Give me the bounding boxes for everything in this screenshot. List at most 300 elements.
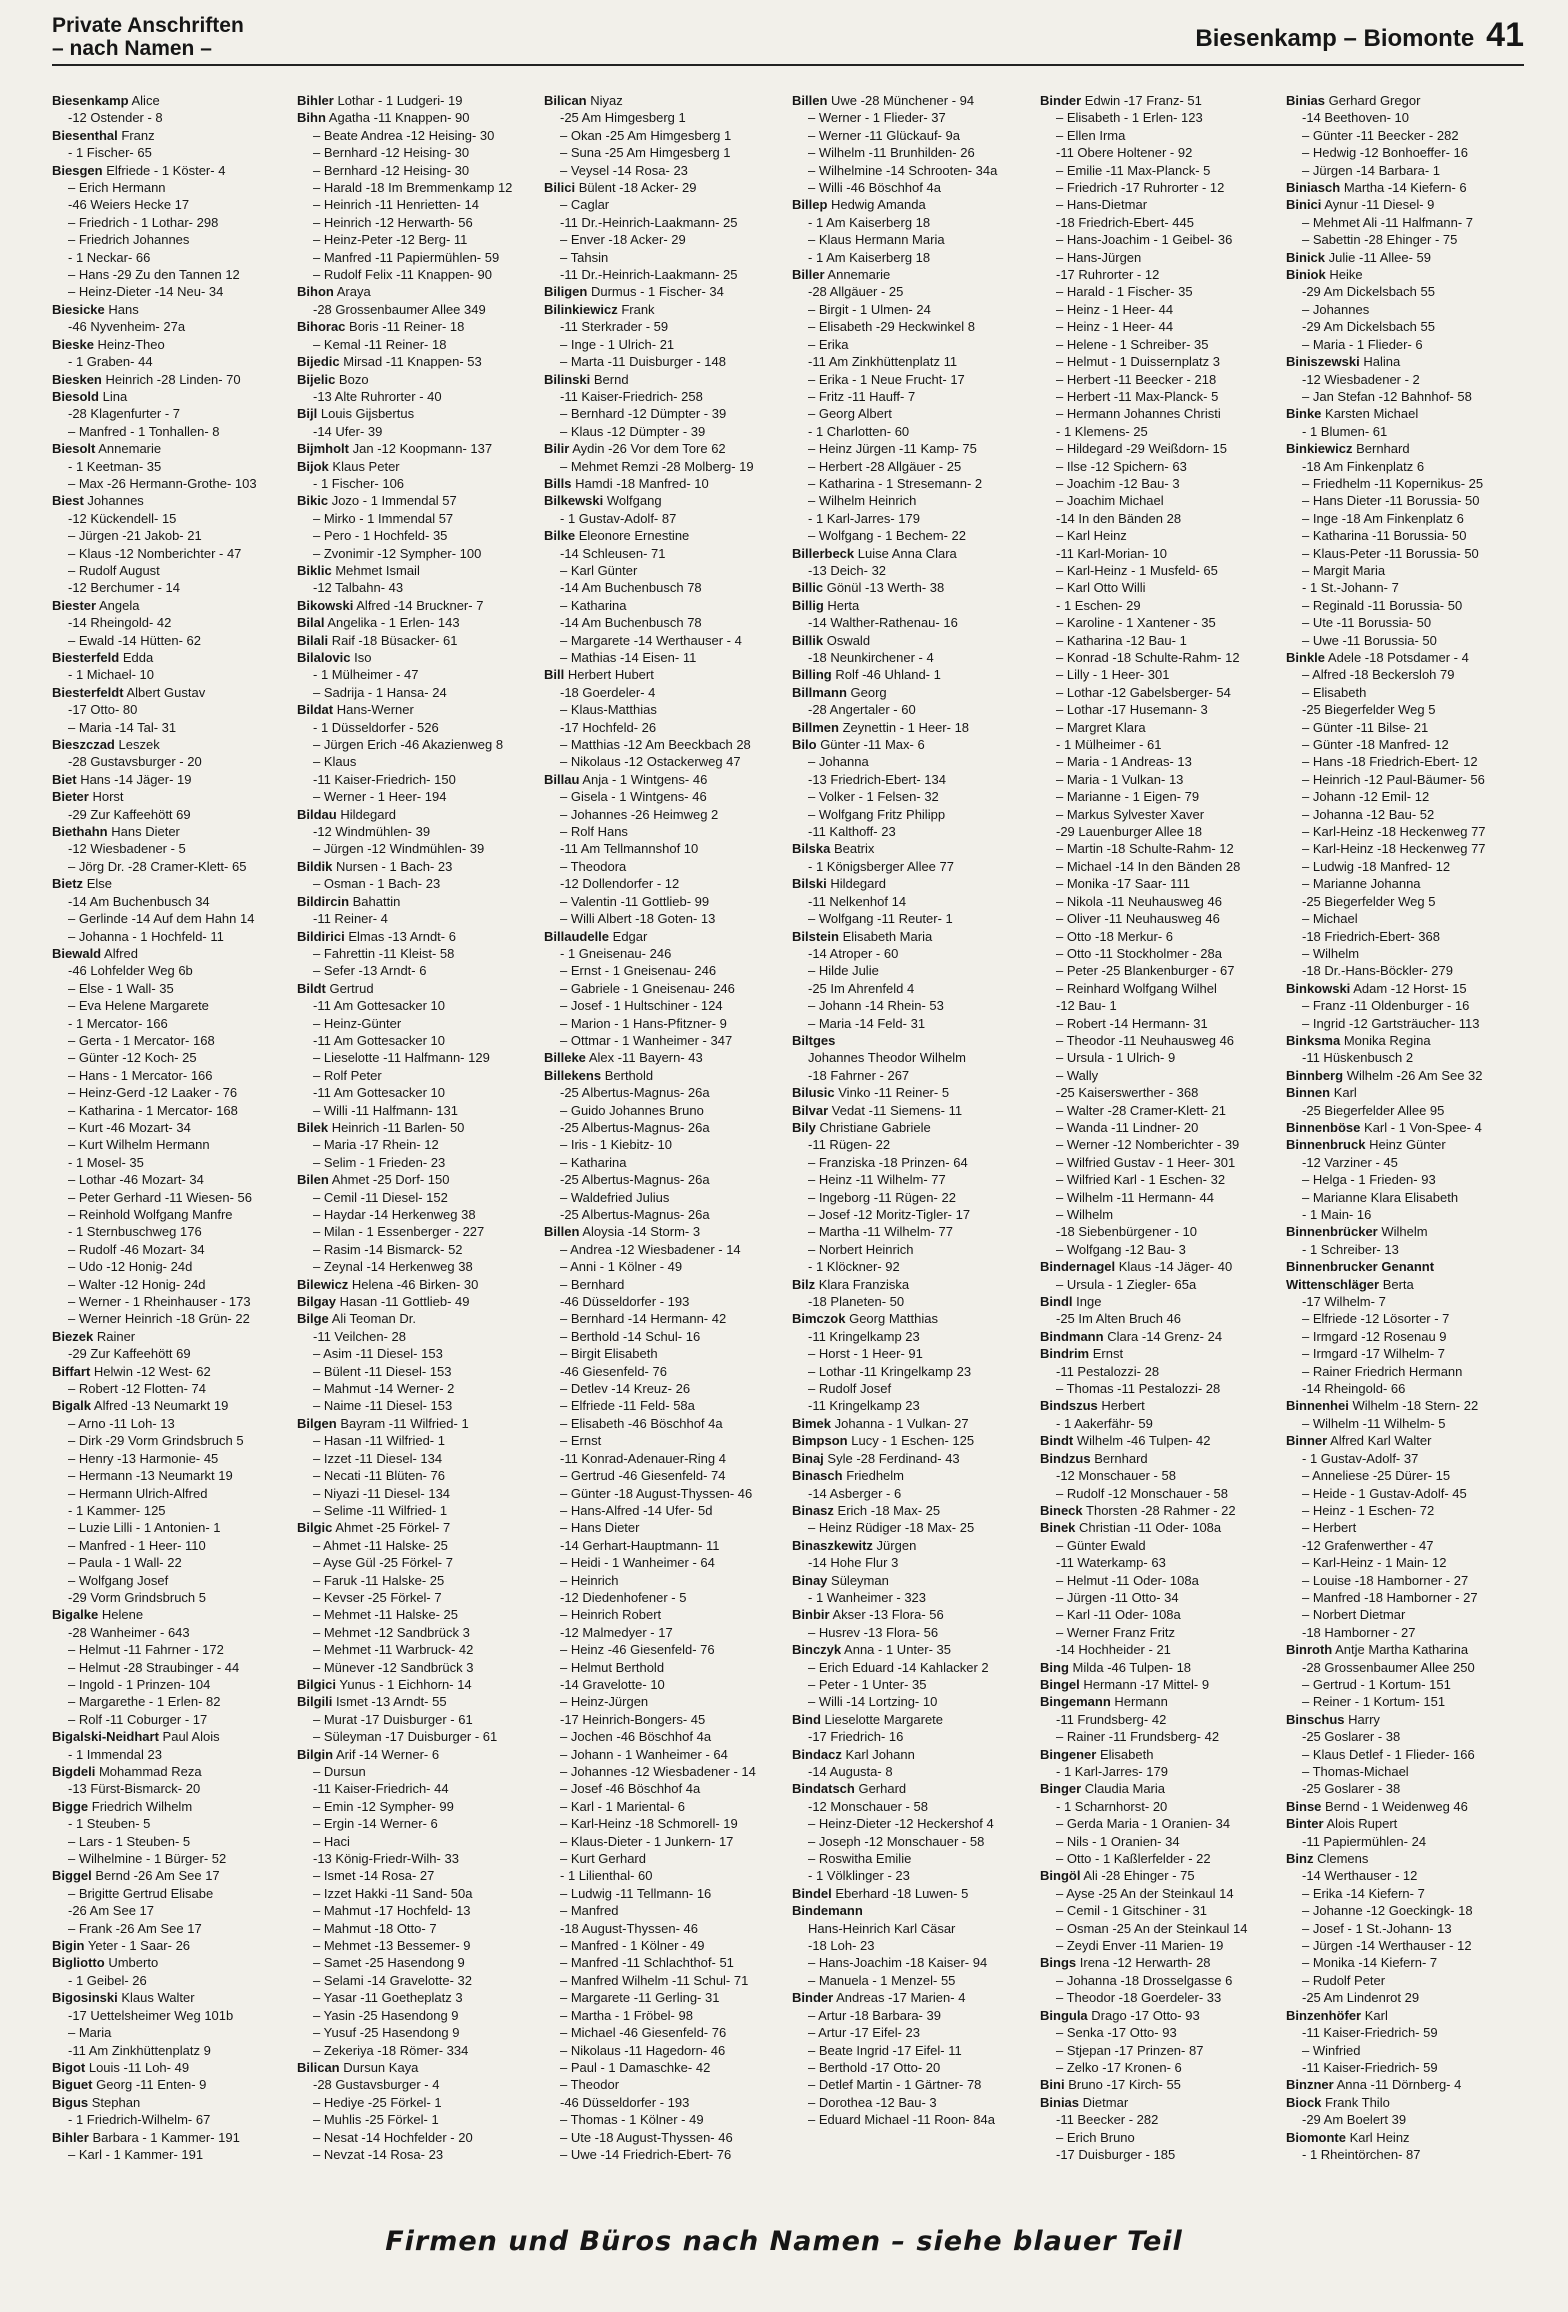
entry-surname: Bilici xyxy=(544,180,576,196)
directory-entry xyxy=(297,893,537,910)
directory-entry xyxy=(544,1763,784,1780)
entry-details: - 1 Fischer- 65 xyxy=(68,145,152,161)
entry-details: Niyaz xyxy=(590,93,623,108)
entry-details: - 1 Sternbuschweg 176 xyxy=(68,1224,202,1240)
directory-entry xyxy=(544,2007,784,2024)
entry-details: – Yasin -25 Hasendong 9 xyxy=(313,2007,459,2023)
directory-entry xyxy=(52,1763,292,1780)
entry-details: Alfred -14 Bruckner- 7 xyxy=(356,597,484,613)
directory-entry xyxy=(1286,771,1524,788)
entry-details: – Joachim -12 Bau- 3 xyxy=(1056,475,1180,491)
directory-entry xyxy=(1286,1380,1524,1397)
entry-details: – Naime -11 Diesel- 153 xyxy=(313,1398,453,1414)
directory-entry xyxy=(297,1432,537,1449)
directory-entry xyxy=(544,1241,784,1258)
directory-entry xyxy=(1040,1920,1280,1937)
entry-surname: Binias xyxy=(1040,2094,1080,2110)
entry-details: -18 Loh- 23 xyxy=(808,1938,875,1954)
directory-entry xyxy=(1040,1049,1280,1066)
entry-details: -11 Waterkamp- 63 xyxy=(1056,1555,1166,1571)
directory-entry xyxy=(792,1223,1032,1240)
directory-entry xyxy=(297,388,537,405)
directory-entry xyxy=(52,196,292,213)
directory-entry xyxy=(1286,423,1524,440)
directory-entry xyxy=(1040,1554,1280,1571)
entry-details: – Birgit Elisabeth xyxy=(560,1346,658,1362)
directory-entry xyxy=(792,1171,1032,1188)
entry-details: – Asim -11 Diesel- 153 xyxy=(313,1346,443,1362)
entry-details: – Gisela - 1 Wintgens- 46 xyxy=(560,789,707,805)
entry-details: -11 Dr.-Heinrich-Laakmann- 25 xyxy=(560,214,738,230)
entry-details: -12 Varziner - 45 xyxy=(1302,1154,1398,1170)
entry-details: – Nikolaus -12 Ostackerweg 47 xyxy=(560,754,741,770)
entry-details: – Lothar -17 Husemann- 3 xyxy=(1056,702,1208,718)
directory-entry xyxy=(52,1624,292,1641)
entry-details: – Emilie -11 Max-Planck- 5 xyxy=(1056,162,1211,178)
directory-entry xyxy=(52,597,292,614)
entry-surname: Binek xyxy=(1040,1520,1076,1536)
entry-surname: Billerbeck xyxy=(792,545,855,561)
entry-surname: Bilinski xyxy=(544,371,591,387)
directory-entry xyxy=(1286,823,1524,840)
directory-entry xyxy=(544,840,784,857)
entry-details: Louis -11 Loh- 49 xyxy=(88,2059,190,2075)
entry-surname: Bilski xyxy=(792,876,827,892)
entry-details: – Helmut -11 Fahrner - 172 xyxy=(68,1642,224,1658)
entry-details: – Veysel -14 Rosa- 23 xyxy=(560,162,688,178)
directory-entry xyxy=(52,1798,292,1815)
directory-entry xyxy=(544,962,784,979)
entry-details: - 1 Aakerfähr- 59 xyxy=(1056,1415,1153,1431)
entry-details: Leszek xyxy=(118,737,160,753)
directory-entry xyxy=(1040,1519,1280,1536)
directory-entry xyxy=(792,910,1032,927)
entry-details: -14 Augusta- 8 xyxy=(808,1764,893,1779)
entry-details: Alois Rupert xyxy=(1326,1816,1398,1832)
entry-details: – Artur -17 Eifel- 23 xyxy=(808,2025,920,2041)
directory-entry xyxy=(544,1450,784,1467)
directory-entry xyxy=(544,1310,784,1327)
entry-details: -17 Otto- 80 xyxy=(68,702,138,718)
entry-details: – Werner - 1 Rheinhauser - 173 xyxy=(68,1294,251,1310)
entry-details: Syle -28 Ferdinand- 43 xyxy=(827,1450,960,1466)
entry-details: – Jürgen Erich -46 Akazienweg 8 xyxy=(313,737,504,753)
entry-details: – Harald -18 Im Bremmenkamp 12 xyxy=(313,180,513,196)
directory-entry xyxy=(792,1815,1032,1832)
directory-entry xyxy=(792,1659,1032,1676)
entry-details: – Erika -14 Kiefern- 7 xyxy=(1302,1885,1425,1901)
directory-entry xyxy=(52,2007,292,2024)
directory-entry xyxy=(52,928,292,945)
directory-entry xyxy=(544,1397,784,1414)
directory-entry xyxy=(1286,336,1524,353)
directory-entry xyxy=(544,336,784,353)
directory-entry xyxy=(297,1467,537,1484)
directory-entry xyxy=(297,684,537,701)
entry-details: – Ernst xyxy=(560,1433,602,1449)
directory-entry xyxy=(52,945,292,962)
directory-entry xyxy=(1286,353,1524,370)
directory-entry xyxy=(1040,371,1280,388)
directory-entry xyxy=(52,684,292,701)
directory-entry xyxy=(792,405,1032,422)
directory-entry xyxy=(1040,1780,1280,1797)
directory-entry xyxy=(792,1067,1032,1084)
directory-entry xyxy=(544,2059,784,2076)
directory-entry xyxy=(1040,1867,1280,1884)
directory-entry xyxy=(792,1119,1032,1136)
directory-entry xyxy=(1040,980,1280,997)
entry-details: - 1 Michael- 10 xyxy=(68,667,154,683)
directory-entry xyxy=(52,249,292,266)
entry-details: – Wilhelm Heinrich xyxy=(808,493,917,509)
directory-entry xyxy=(792,684,1032,701)
directory-entry xyxy=(297,196,537,213)
directory-entry xyxy=(1286,1276,1524,1293)
directory-entry xyxy=(1286,2111,1524,2128)
directory-entry xyxy=(792,806,1032,823)
entry-details: -12 Wiesbadener - 2 xyxy=(1302,371,1420,387)
directory-entry xyxy=(52,1032,292,1049)
entry-details: Albert Gustav xyxy=(126,684,206,700)
directory-entry xyxy=(792,545,1032,562)
entry-details: – Heidi - 1 Wanheimer - 64 xyxy=(560,1555,715,1571)
entry-details: – Elisabeth -46 Böschhof 4a xyxy=(560,1415,723,1431)
entry-details: Hans -14 Jäger- 19 xyxy=(80,771,192,787)
directory-entry xyxy=(1040,840,1280,857)
entry-details: Elisabeth Maria xyxy=(842,928,933,944)
directory-entry xyxy=(52,1415,292,1432)
entry-details: – Izzet -11 Diesel- 134 xyxy=(313,1450,443,1466)
directory-entry xyxy=(52,231,292,248)
entry-details: Arif -14 Werner- 6 xyxy=(336,1746,440,1762)
entry-details: -14 Gerhart-Hauptmann- 11 xyxy=(560,1537,720,1553)
entry-details: -12 Bau- 1 xyxy=(1056,998,1117,1014)
directory-entry xyxy=(1286,1606,1524,1623)
entry-details: – Heinz Jürgen -11 Kamp- 75 xyxy=(808,441,977,457)
entry-surname: Bind xyxy=(792,1711,821,1727)
directory-entry xyxy=(544,1954,784,1971)
directory-entry xyxy=(52,266,292,283)
entry-details: Yunus - 1 Eichhorn- 14 xyxy=(339,1676,472,1692)
entry-details: – Paula - 1 Wall- 22 xyxy=(68,1555,182,1571)
entry-details: – Heinz-Dieter -14 Neu- 34 xyxy=(68,284,224,300)
entry-details: Harry xyxy=(1348,1711,1380,1727)
entry-details: – Katharina xyxy=(560,597,627,613)
directory-entry xyxy=(792,1954,1032,1971)
entry-details: Elisabeth xyxy=(1099,1746,1154,1762)
directory-entry xyxy=(1286,545,1524,562)
directory-entry xyxy=(544,266,784,283)
entry-details: – Hans-Joachim - 1 Geibel- 36 xyxy=(1056,232,1233,248)
entry-details: – Hans -18 Friedrich-Ebert- 12 xyxy=(1302,754,1478,770)
entry-details: Lieselotte Margarete xyxy=(824,1711,944,1727)
directory-entry xyxy=(1040,510,1280,527)
directory-entry xyxy=(1040,858,1280,875)
directory-entry xyxy=(1040,283,1280,300)
entry-details: Clemens xyxy=(1317,1851,1369,1867)
directory-entry xyxy=(1040,1136,1280,1153)
entry-details: – Werner Heinrich -18 Grün- 22 xyxy=(68,1311,250,1327)
directory-entry xyxy=(544,2111,784,2128)
directory-entry xyxy=(1286,2146,1524,2163)
header-range-title: Biesenkamp – Biomonte xyxy=(1195,25,1475,52)
entry-details: Adam -12 Horst- 15 xyxy=(1353,980,1467,996)
directory-entry xyxy=(52,1049,292,1066)
directory-entry xyxy=(1040,475,1280,492)
entry-surname: Bildat xyxy=(297,702,334,718)
directory-entry xyxy=(544,1798,784,1815)
directory-entry xyxy=(297,1659,537,1676)
directory-entry xyxy=(792,1920,1032,1937)
entry-details: – Mahmut -17 Hochfeld- 13 xyxy=(313,1903,471,1919)
entry-details: – Husrev -13 Flora- 56 xyxy=(808,1624,939,1640)
entry-details: – Otto - 1 Kaßlerfelder - 22 xyxy=(1056,1851,1211,1867)
entry-surname: Bigdeli xyxy=(52,1764,96,1779)
directory-entry xyxy=(1040,2059,1280,2076)
entry-details: – Johanna -18 Drosselgasse 6 xyxy=(1056,1972,1233,1988)
entry-details: Bahattin xyxy=(352,893,401,909)
entry-details: – Cemil -11 Diesel- 152 xyxy=(313,1189,448,1205)
entry-surname: Bildircin xyxy=(297,893,350,909)
entry-details: – Osman - 1 Bach- 23 xyxy=(313,876,441,892)
directory-entry xyxy=(297,2024,537,2041)
entry-details: Edda xyxy=(122,650,154,665)
entry-details: – Günter -12 Koch- 25 xyxy=(68,1050,197,1066)
entry-details: - 1 Friedrich-Wilhelm- 67 xyxy=(68,2112,211,2128)
entry-details: – Waldefried Julius xyxy=(560,1189,670,1205)
directory-entry xyxy=(544,1693,784,1710)
directory-entry xyxy=(52,719,292,736)
entry-details: – Rudolf Josef xyxy=(808,1381,892,1397)
entry-surname: Billmann xyxy=(792,684,847,700)
directory-entry xyxy=(1040,388,1280,405)
entry-surname: Biniszewski xyxy=(1286,354,1360,370)
entry-details: – Herbert xyxy=(1302,1520,1357,1536)
directory-entry xyxy=(544,1589,784,1606)
directory-entry xyxy=(52,527,292,544)
directory-entry xyxy=(792,1206,1032,1223)
directory-entry xyxy=(544,736,784,753)
entry-details: – Norbert Dietmar xyxy=(1302,1607,1406,1623)
directory-entry xyxy=(297,1206,537,1223)
entry-details: -12 Berchumer - 14 xyxy=(68,580,180,596)
directory-entry xyxy=(1040,1206,1280,1223)
directory-entry xyxy=(544,1415,784,1432)
directory-entry xyxy=(1040,1032,1280,1049)
directory-entry xyxy=(792,579,1032,596)
directory-entry xyxy=(1286,719,1524,736)
entry-details: – Marta -11 Duisburger - 148 xyxy=(560,354,726,370)
entry-details: Hildegard xyxy=(830,876,886,892)
directory-entry xyxy=(792,1276,1032,1293)
directory-entry xyxy=(297,806,537,823)
directory-entry xyxy=(544,1711,784,1728)
directory-entry xyxy=(1286,2007,1524,2024)
entry-details: – Franziska -18 Prinzen- 64 xyxy=(808,1154,968,1170)
entry-details: - 1 Steuben- 5 xyxy=(68,1816,151,1832)
entry-details: – Anneliese -25 Dürer- 15 xyxy=(1302,1468,1451,1484)
entry-details: – Klaus xyxy=(313,754,357,770)
entry-details: -17 Hochfeld- 26 xyxy=(560,719,657,735)
entry-details: Ali Teoman Dr. xyxy=(331,1311,416,1327)
entry-details: – Manfred -18 Hamborner - 27 xyxy=(1302,1589,1478,1605)
directory-entry xyxy=(297,1102,537,1119)
entry-details: – Marianne Johanna xyxy=(1302,876,1421,892)
directory-entry xyxy=(1286,1467,1524,1484)
directory-entry xyxy=(52,1119,292,1136)
entry-surname: Bingemann xyxy=(1040,1694,1111,1710)
directory-entry xyxy=(544,1363,784,1380)
entry-details: – Marianne Klara Elisabeth xyxy=(1302,1189,1459,1205)
entry-surname: Bimek xyxy=(792,1415,832,1431)
directory-entry xyxy=(544,1728,784,1745)
entry-details: -11 Karl-Morian- 10 xyxy=(1056,545,1168,561)
entry-surname: Binici xyxy=(1286,197,1322,213)
directory-entry xyxy=(1286,1798,1524,1815)
entry-details: – Detlev -14 Kreuz- 26 xyxy=(560,1381,691,1397)
directory-entry xyxy=(1040,632,1280,649)
directory-entry xyxy=(297,771,537,788)
entry-details: - 1 Gneisenau- 246 xyxy=(560,945,672,961)
entry-details: Ali -28 Ehinger - 75 xyxy=(1083,1868,1195,1884)
entry-details: – Werner - 1 Flieder- 37 xyxy=(808,110,946,126)
entry-details: -14 Am Buchenbusch 78 xyxy=(560,580,702,596)
directory-entry xyxy=(792,962,1032,979)
directory-entry xyxy=(297,719,537,736)
directory-entry xyxy=(297,1032,537,1049)
directory-entry xyxy=(1286,1450,1524,1467)
directory-entry xyxy=(792,614,1032,631)
entry-details: -14 In den Bänden 28 xyxy=(1056,510,1182,526)
directory-entry xyxy=(52,214,292,231)
entry-surname: Billep xyxy=(792,197,828,213)
directory-entry xyxy=(52,301,292,318)
directory-entry xyxy=(1286,458,1524,475)
entry-details: Klaus Walter xyxy=(121,1990,195,2006)
entry-details: – Rolf Hans xyxy=(560,824,628,840)
entry-details: Wilhelm xyxy=(1381,1224,1428,1240)
directory-entry xyxy=(297,1223,537,1240)
directory-entry xyxy=(544,719,784,736)
entry-details: - 1 Klöckner- 92 xyxy=(808,1259,900,1275)
entry-surname: Binnenbrücker xyxy=(1286,1224,1378,1240)
entry-details: Helwin -12 West- 62 xyxy=(93,1363,211,1379)
directory-entry xyxy=(52,318,292,335)
directory-entry xyxy=(52,1363,292,1380)
entry-surname: Biesold xyxy=(52,388,99,404)
directory-entry xyxy=(52,1189,292,1206)
entry-details: – Selim - 1 Frieden- 23 xyxy=(313,1154,446,1170)
entry-details: Mirsad -11 Knappen- 53 xyxy=(343,354,482,370)
entry-details: Hans xyxy=(108,301,139,317)
entry-details: Anna - 1 Unter- 35 xyxy=(844,1642,951,1658)
directory-entry xyxy=(297,614,537,631)
directory-entry xyxy=(544,318,784,335)
directory-entry xyxy=(1040,458,1280,475)
entry-details: Aydin -26 Vor dem Tore 62 xyxy=(572,441,726,457)
entry-details: – Jürgen -12 Windmühlen- 39 xyxy=(313,841,485,857)
entry-details: Mehmet Ismail xyxy=(335,562,420,578)
entry-details: – Roswitha Emilie xyxy=(808,1851,912,1867)
directory-entry xyxy=(792,1554,1032,1571)
directory-entry xyxy=(52,910,292,927)
directory-entry xyxy=(1286,1328,1524,1345)
directory-entry xyxy=(52,1954,292,1971)
directory-entry xyxy=(544,1136,784,1153)
directory-entry xyxy=(52,1867,292,1884)
entry-details: – Theodor xyxy=(560,2077,620,2093)
entry-details: -18 Goerdeler- 4 xyxy=(560,684,656,700)
directory-entry xyxy=(1286,562,1524,579)
directory-entry xyxy=(1040,719,1280,736)
entry-surname: Binkiewicz xyxy=(1286,441,1353,457)
directory-entry xyxy=(544,1833,784,1850)
entry-details: – Hermann -13 Neumarkt 19 xyxy=(68,1468,233,1484)
entry-details: – Tahsin xyxy=(560,249,609,265)
entry-details: Christian -11 Oder- 108a xyxy=(1079,1520,1222,1536)
entry-surname: Bijok xyxy=(297,458,329,474)
entry-details: – Helmut -28 Straubinger - 44 xyxy=(68,1659,240,1675)
directory-entry xyxy=(1286,684,1524,701)
directory-entry xyxy=(544,440,784,457)
entry-details: Herta xyxy=(827,597,860,613)
entry-details: Boris -11 Reiner- 18 xyxy=(349,319,465,335)
entry-details: Hildegard xyxy=(340,806,397,822)
entry-surname: Biesicke xyxy=(52,301,105,317)
entry-details: -12 Monschauer - 58 xyxy=(1056,1468,1176,1484)
entry-details: Elmas -13 Arndt- 6 xyxy=(348,928,456,944)
entry-details: – Jan Stefan -12 Bahnhof- 58 xyxy=(1302,388,1472,404)
entry-surname: Bimpson xyxy=(792,1433,848,1449)
directory-entry xyxy=(792,1415,1032,1432)
entry-details: – Rolf Peter xyxy=(313,1067,382,1083)
directory-entry xyxy=(297,1310,537,1327)
entry-surname: Bikic xyxy=(297,493,329,509)
entry-details: – Haydar -14 Herkenweg 38 xyxy=(313,1207,476,1222)
entry-details: – Werner - 1 Heer- 194 xyxy=(313,789,447,805)
directory-entry xyxy=(544,858,784,875)
entry-details: Karl xyxy=(1333,1085,1357,1101)
entry-details: Iso xyxy=(354,650,372,665)
directory-entry xyxy=(297,1328,537,1345)
directory-entry xyxy=(792,1850,1032,1867)
entry-details: -25 Albertus-Magnus- 26a xyxy=(560,1172,710,1188)
entry-details: – Irmgard -17 Wilhelm- 7 xyxy=(1302,1346,1446,1362)
directory-entry xyxy=(297,353,537,370)
entry-surname: Bijmholt xyxy=(297,441,349,457)
entry-details: – Johanna xyxy=(808,754,869,770)
entry-details: – Louise -18 Hamborner - 27 xyxy=(1302,1572,1469,1588)
entry-details: – Monika -17 Saar- 111 xyxy=(1056,876,1190,892)
entry-details: Frank xyxy=(621,301,655,317)
entry-details: Rolf -46 Uhland- 1 xyxy=(835,667,941,683)
entry-surname: Bilek xyxy=(297,1119,329,1135)
directory-entry xyxy=(792,371,1032,388)
directory-entry xyxy=(52,440,292,457)
entry-details: – Karl Günter xyxy=(560,562,638,578)
entry-details: – Rudolf Felix -11 Knappen- 90 xyxy=(313,267,492,283)
directory-entry xyxy=(792,2076,1032,2093)
entry-details: – Rasim -14 Bismarck- 52 xyxy=(313,1241,463,1257)
entry-details: – Josef -12 Moritz-Tigler- 17 xyxy=(808,1207,971,1222)
entry-details: – Bernhard xyxy=(560,1276,625,1292)
directory-entry xyxy=(1286,1485,1524,1502)
entry-details: – Suna -25 Am Himgesberg 1 xyxy=(560,145,731,161)
directory-entry xyxy=(1040,1293,1280,1310)
entry-details: – Heinz - 1 Heer- 44 xyxy=(1056,301,1174,317)
entry-details: -18 Dr.-Hans-Böckler- 279 xyxy=(1302,963,1453,979)
